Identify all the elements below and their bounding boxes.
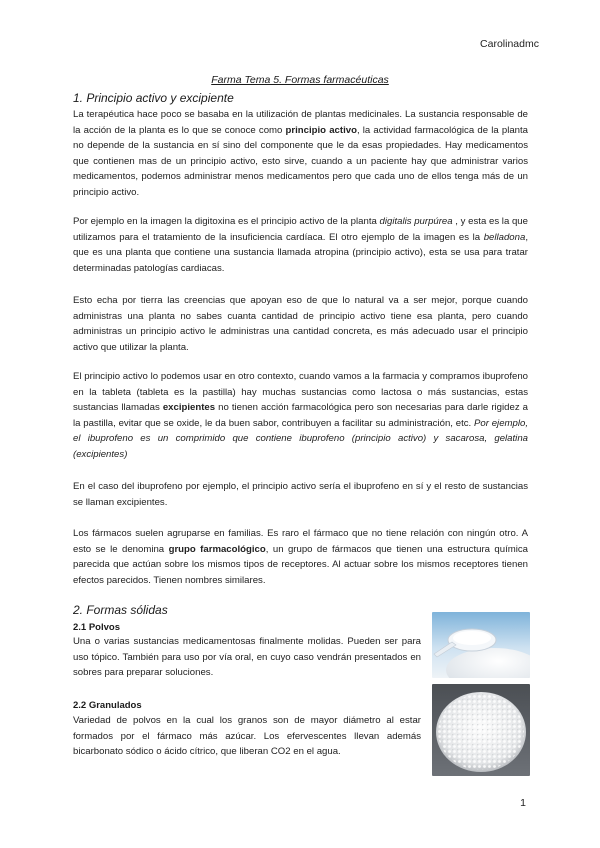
paragraph-ibuprofeno: En el caso del ibuprofeno por ejemplo, el principio activo sería el ibuprofeno en sí y el resto de sustancias se llaman excipientes. [73, 481, 528, 508]
powder-photo [432, 612, 530, 678]
paragraph-grupo-farmacologico: Los fármacos suelen agruparse en familias. Es raro el fármaco que no tiene relación con ningún otro. A esto se le denomina grupo farmacológico, un grupo de fármacos que tienen una estructura química parecida que actúan sobre los mismos tipos de receptores. Al actuar sobre los mismos receptores tienen efectos parecidos. Tienen nombres similares. [73, 528, 528, 586]
page-number: 1 [520, 797, 526, 809]
paragraph-excipientes: El principio activo lo podemos usar en otro contexto, cuando vamos a la farmacia y compramos ibuprofeno en la tableta (tableta es la pastilla) hay muchas sustancias como lactosa o más sustancias, estas sustancias llamadas excipientes no tienen acción farmacológica pero son necesarias para darle rigidez a la pastilla, evitar que se oxide, le da buen sabor, contribuyen a facilitar su administración, etc. Por ejemplo, el ibuprofeno es un comprimido que contiene ibuprofeno (principio activo) y sacarosa, gelatina (excipientes) [73, 371, 528, 460]
subheading-polvos: 2.1 Polvos [73, 622, 120, 633]
paragraph-granulados: Variedad de polvos en la cual los granos son de mayor diámetro al estar formados por el fármaco más azúcar. Los efervescentes llevan además bicarbonato sódico o ácido cítrico, que liberan CO2 en el agua. [73, 715, 421, 757]
subheading-granulados: 2.2 Granulados [73, 700, 142, 711]
document-title: Farma Tema 5. Formas farmacéuticas [211, 74, 389, 86]
paragraph-natural: Esto echa por tierra las creencias que apoyan eso de que lo natural va a ser mejor, porque cuando administras una planta no sabes cuanta cantidad de principio activo tiene esa planta, pero cuando administras un principio activo le administras una cantidad concreta, es más adecuado usar el principio activo que utilizar la planta. [73, 295, 528, 353]
section-heading-formas-solidas: 2. Formas sólidas [73, 603, 168, 617]
paragraph-digitoxina: Por ejemplo en la imagen la digitoxina es el principio activo de la planta digitalis purpúrea , y esta es la que utilizamos para el tratamiento de la insuficiencia cardíaca. El otro ejemplo de la imagen es la belladona, que es una planta que contiene una sustancia llamada atropina (principio activo), esta se usa para tratar determinadas patologías cardiacas. [73, 216, 528, 274]
granules-photo [432, 684, 530, 776]
paragraph-principio-activo: La terapéutica hace poco se basaba en la utilización de plantas medicinales. La sustancia responsable de la acción de la planta es lo que se conoce como principio activo, la actividad farmacológica de la planta no depende de la sustancia en sí sino del componente que le da esas propiedades. Hay medicamentos que contienen mas de un principio activo, esto sirve, cuando a un paciente hay que administrar varios medicamentos, podemos administrar menos medicamentos pero que cada uno de ellos tenga más de un principio activo. [73, 109, 528, 198]
author-name: Carolinadmc [480, 38, 539, 50]
paragraph-polvos: Una o varias sustancias medicamentosas finalmente molidas. Pueden ser para uso tópico. También para uso por vía oral, en cuyo caso vendrán presentados en sobres para preparar soluciones. [73, 636, 421, 678]
section-heading-principio-activo: 1. Principio activo y excipiente [73, 91, 234, 105]
